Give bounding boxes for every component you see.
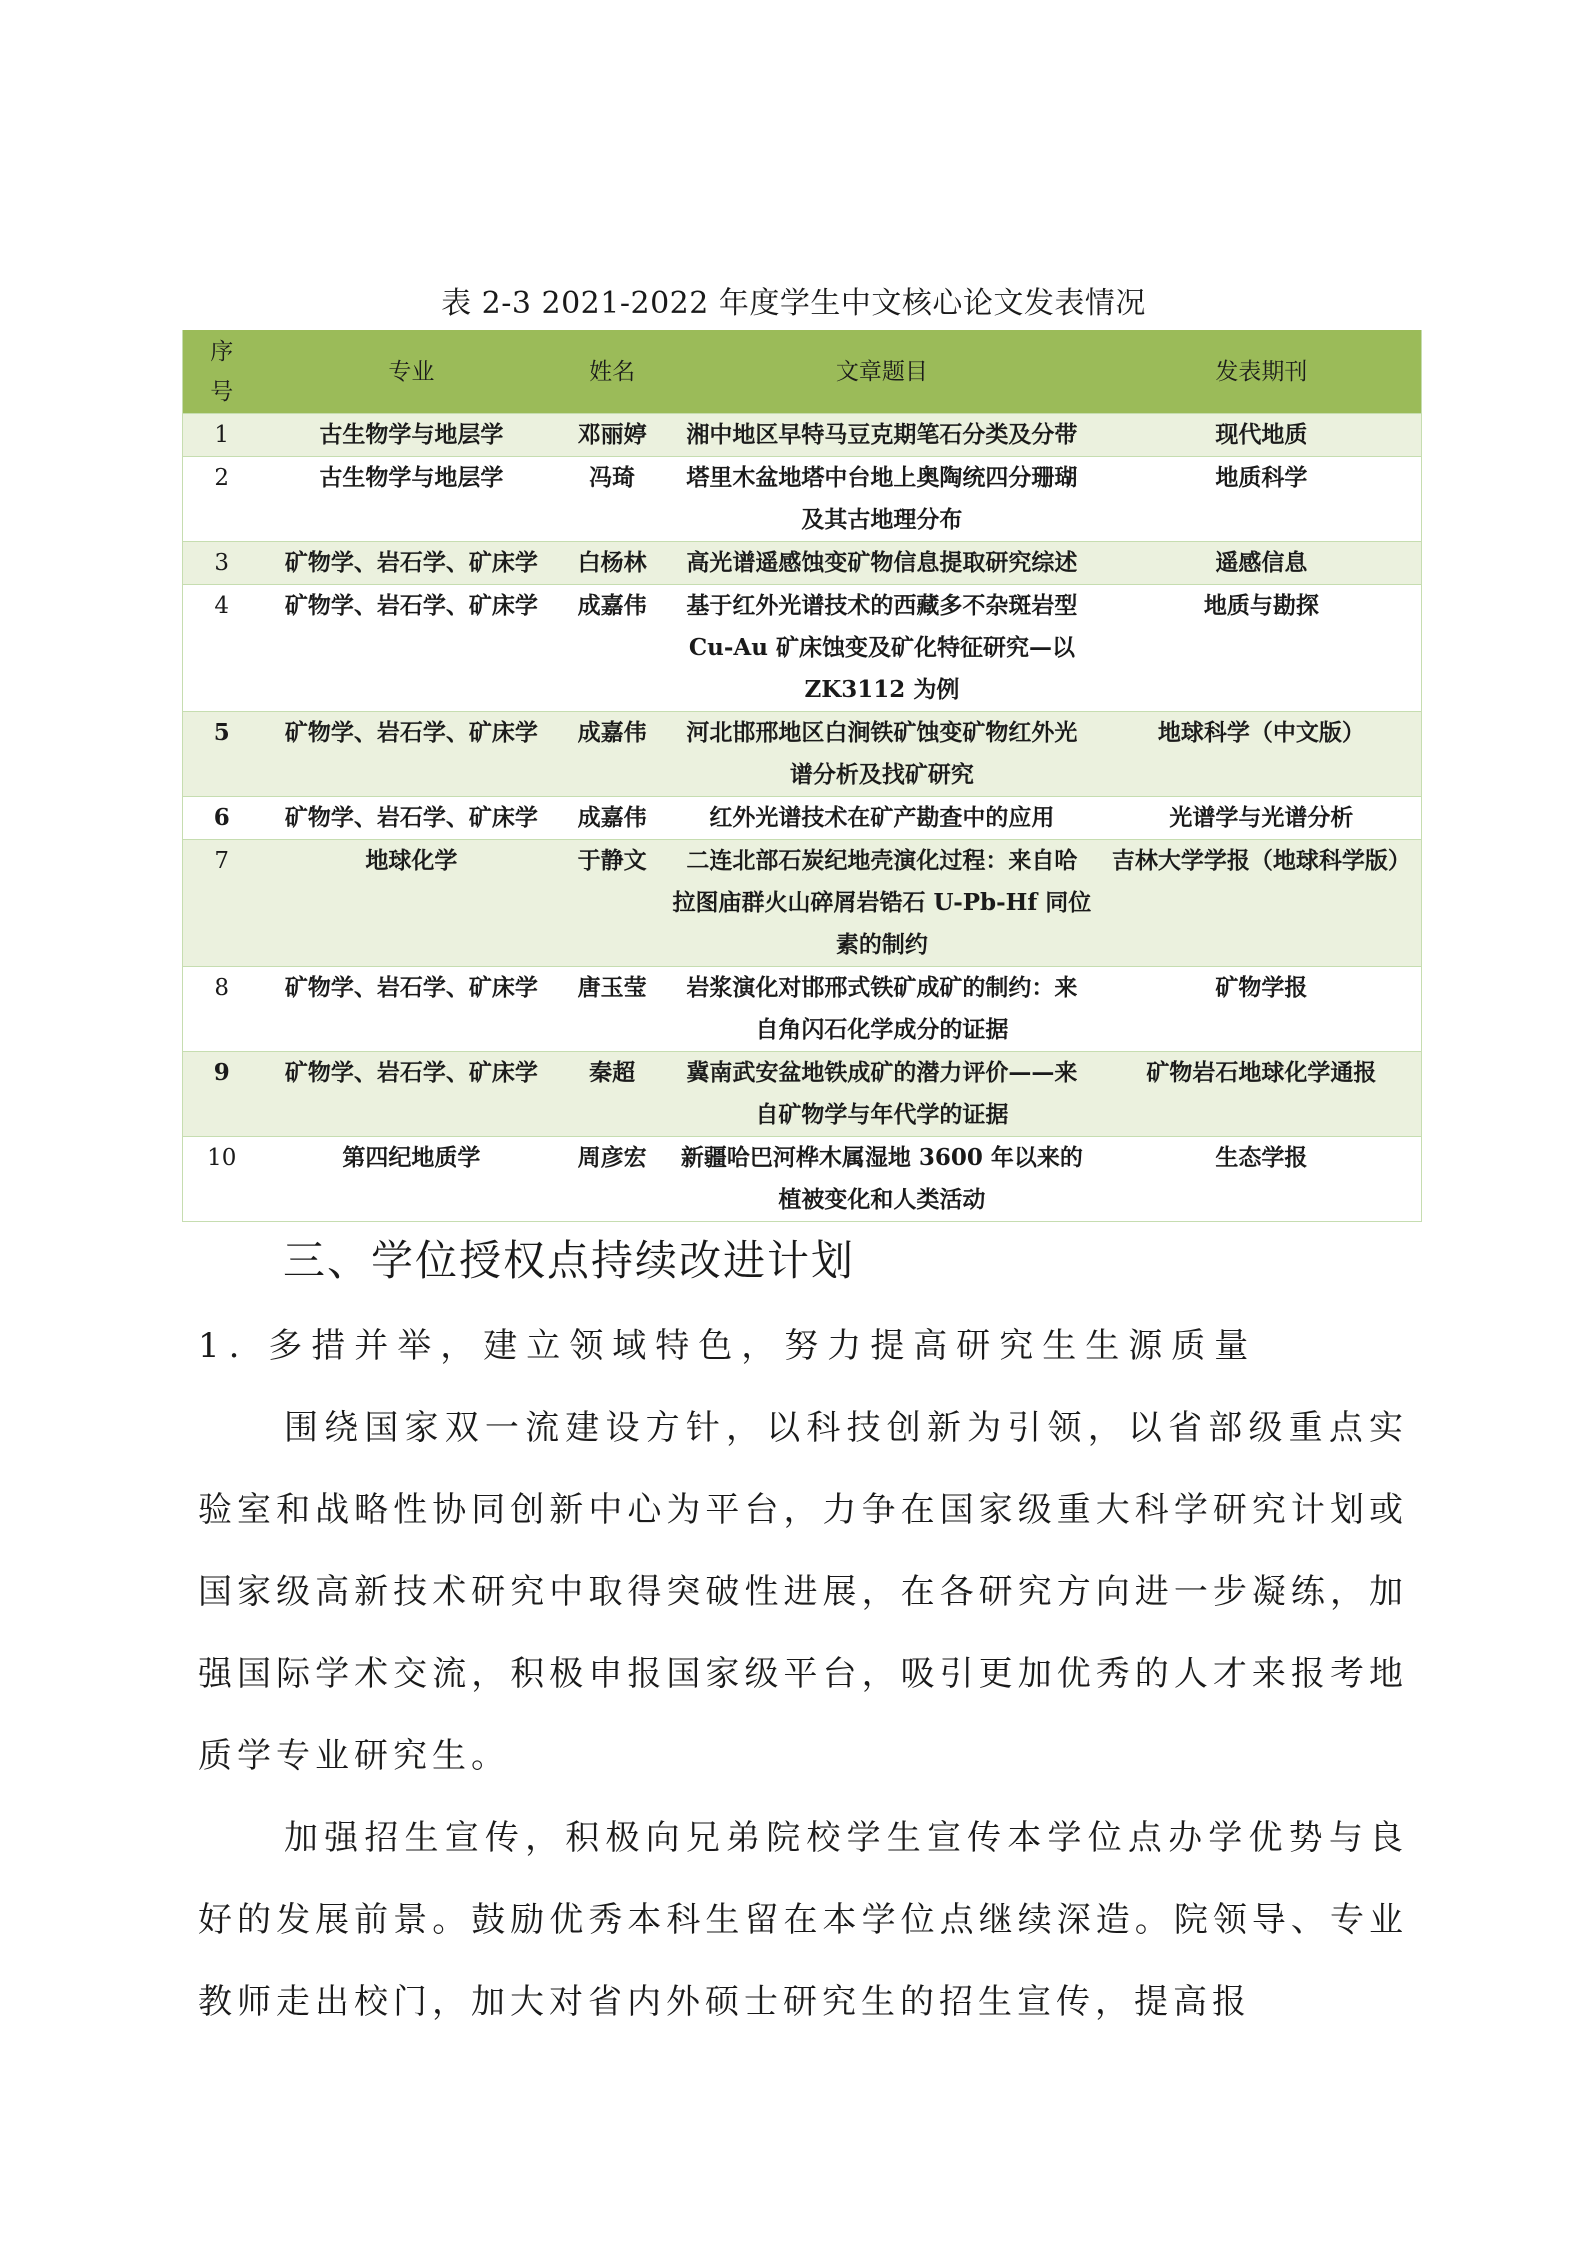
cell-title: 岩浆演化对邯邢式铁矿成矿的制约：来 自角闪石化学成分的证据 [662, 967, 1102, 1052]
cell-journal: 光谱学与光谱分析 [1102, 797, 1422, 840]
table-row [183, 797, 1422, 840]
cell-major: 第四纪地质学 [260, 1137, 562, 1222]
cell-journal: 吉林大学学报（地球科学版） [1102, 840, 1422, 967]
cell-seq: 4 [183, 585, 261, 712]
cell-name: 秦超 [562, 1052, 662, 1137]
header-major: 专业 [260, 330, 562, 414]
cell-seq: 6 [183, 797, 261, 840]
cell-name: 邓丽婷 [562, 414, 662, 457]
cell-seq: 3 [183, 542, 261, 585]
header-title: 文章题目 [662, 330, 1102, 414]
cell-major: 古生物学与地层学 [260, 414, 562, 457]
cell-name: 唐玉莹 [562, 967, 662, 1052]
cell-name: 周彦宏 [562, 1137, 662, 1222]
cell-seq: 1 [183, 414, 261, 457]
cell-title: 湘中地区早特马豆克期笔石分类及分带 [662, 414, 1102, 457]
table-row [183, 585, 1422, 712]
publications-table [182, 330, 1422, 1222]
table-row [183, 712, 1422, 797]
table-row [183, 1137, 1422, 1222]
table-row [183, 457, 1422, 542]
paragraph-2: 加强招生宣传，积极向兄弟院校学生宣传本学位点办学优势与良好的发展前景。鼓励优秀本科生留在本学位点继续深造。院领导、专业教师走出校门，加大对省内外硕士研究生的招生宣传，提高报 [198, 1818, 1408, 2022]
table-caption: 表 2-3 2021-2022 年度学生中文核心论文发表情况 [441, 286, 1146, 321]
cell-title: 二连北部石炭纪地壳演化过程：来自哈 拉图庙群火山碎屑岩锆石 U-Pb-Hf 同位 素的制约 [662, 840, 1102, 967]
paragraph-1: 围绕国家双一流建设方针，以科技创新为引领，以省部级重点实验室和战略性协同创新中心为平台，力争在国家级重大科学研究计划或国家级高新技术研究中取得突破性进展，在各研究方向进一步凝练，加强国际学术交流，积极申报国家级平台，吸引更加优秀的人才来报考地质学专业研究生。 [198, 1408, 1408, 1776]
cell-name: 成嘉伟 [562, 797, 662, 840]
cell-journal: 矿物岩石地球化学通报 [1102, 1052, 1422, 1137]
cell-major: 矿物学、岩石学、矿床学 [260, 797, 562, 840]
cell-title: 基于红外光谱技术的西藏多不杂斑岩型 Cu-Au 矿床蚀变及矿化特征研究—以 ZK3112 为例 [662, 585, 1102, 712]
cell-major: 矿物学、岩石学、矿床学 [260, 542, 562, 585]
cell-major: 矿物学、岩石学、矿床学 [260, 585, 562, 712]
cell-journal: 地质科学 [1102, 457, 1422, 542]
cell-journal: 生态学报 [1102, 1137, 1422, 1222]
header-name: 姓名 [562, 330, 662, 414]
cell-name: 于静文 [562, 840, 662, 967]
cell-name: 成嘉伟 [562, 585, 662, 712]
cell-major: 地球化学 [260, 840, 562, 967]
cell-journal: 现代地质 [1102, 414, 1422, 457]
cell-seq: 5 [183, 712, 261, 797]
cell-major: 古生物学与地层学 [260, 457, 562, 542]
cell-name: 成嘉伟 [562, 712, 662, 797]
cell-major: 矿物学、岩石学、矿床学 [260, 712, 562, 797]
cell-title: 冀南武安盆地铁成矿的潜力评价——来 自矿物学与年代学的证据 [662, 1052, 1102, 1137]
cell-seq: 8 [183, 967, 261, 1052]
cell-seq: 9 [183, 1052, 261, 1137]
cell-seq: 2 [183, 457, 261, 542]
cell-title: 高光谱遥感蚀变矿物信息提取研究综述 [662, 542, 1102, 585]
table-row [183, 414, 1422, 457]
header-journal: 发表期刊 [1102, 330, 1422, 414]
cell-seq: 10 [183, 1137, 261, 1222]
cell-seq: 7 [183, 840, 261, 967]
cell-journal: 地球科学（中文版） [1102, 712, 1422, 797]
cell-title: 塔里木盆地塔中台地上奥陶统四分珊瑚 及其古地理分布 [662, 457, 1102, 542]
cell-name: 白杨林 [562, 542, 662, 585]
cell-journal: 遥感信息 [1102, 542, 1422, 585]
table-row [183, 967, 1422, 1052]
table-row [183, 840, 1422, 967]
cell-major: 矿物学、岩石学、矿床学 [260, 967, 562, 1052]
cell-title: 河北邯邢地区白涧铁矿蚀变矿物红外光 谱分析及找矿研究 [662, 712, 1102, 797]
table-row [183, 1052, 1422, 1137]
header-seq: 序 号 [183, 330, 261, 414]
cell-name: 冯琦 [562, 457, 662, 542]
table-body [183, 414, 1422, 1222]
cell-title: 红外光谱技术在矿产勘查中的应用 [662, 797, 1102, 840]
section-subheading: 1. 多措并举，建立领域特色，努力提高研究生生源质量 [198, 1326, 1258, 1366]
cell-journal: 地质与勘探 [1102, 585, 1422, 712]
cell-journal: 矿物学报 [1102, 967, 1422, 1052]
table-header-row [183, 330, 1422, 414]
cell-major: 矿物学、岩石学、矿床学 [260, 1052, 562, 1137]
cell-title: 新疆哈巴河桦木属湿地 3600 年以来的 植被变化和人类活动 [662, 1137, 1102, 1222]
section-heading: 三、学位授权点持续改进计划 [283, 1236, 856, 1285]
table-row [183, 542, 1422, 585]
